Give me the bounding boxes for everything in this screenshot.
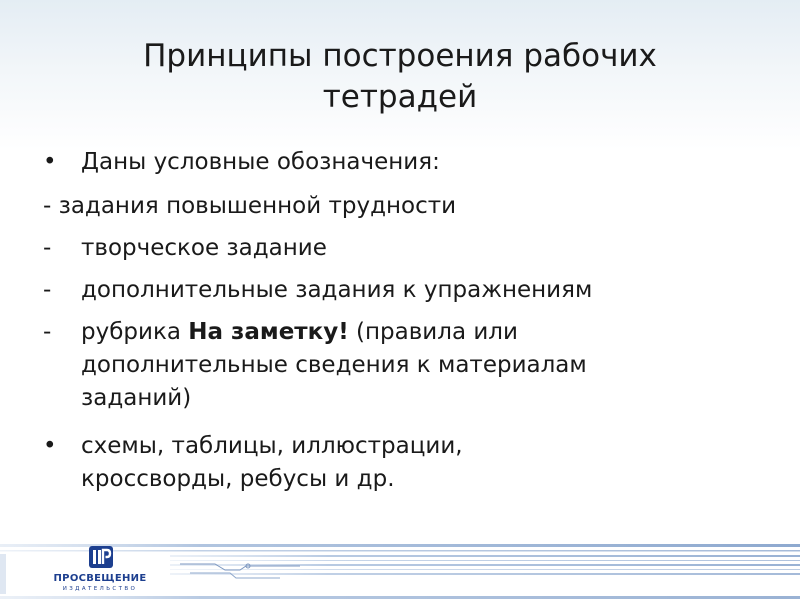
dash-marker: - bbox=[43, 235, 52, 261]
list-item-text: - задания повышенной трудности bbox=[43, 193, 457, 219]
list-item-text bbox=[81, 316, 781, 415]
publisher-logo bbox=[40, 545, 160, 597]
slide-title bbox=[40, 36, 760, 118]
rubric-name: На заметку! bbox=[188, 319, 349, 345]
rubric-line-3: заданий) bbox=[81, 385, 192, 411]
list-item-text: Даны условные обозначения: bbox=[81, 149, 440, 175]
rubric-suffix: (правила или bbox=[348, 319, 518, 345]
publisher-emblem-icon bbox=[88, 545, 114, 569]
dash-marker: - bbox=[43, 319, 52, 345]
list-item-text: дополнительные задания к упражнениям bbox=[81, 277, 593, 303]
list-item-line-2: кроссворды, ребусы и др. bbox=[81, 466, 395, 492]
list-item-text bbox=[81, 430, 781, 496]
title-line-2: тетрадей bbox=[322, 79, 478, 115]
list-item-text: творческое задание bbox=[81, 235, 327, 261]
publisher-subtitle: ИЗДАТЕЛЬСТВО bbox=[62, 586, 138, 592]
bullet-marker: • bbox=[43, 149, 57, 175]
publisher-name: ПРОСВЕЩЕНИЕ bbox=[53, 573, 147, 584]
rubric-prefix: рубрика bbox=[81, 319, 189, 345]
rubric-line-2: дополнительные сведения к материалам bbox=[81, 352, 587, 378]
list-item-line-1: схемы, таблицы, иллюстрации, bbox=[81, 433, 463, 459]
title-line-1: Принципы построения рабочих bbox=[143, 38, 657, 74]
dash-marker: - bbox=[43, 277, 52, 303]
bullet-marker: • bbox=[43, 433, 57, 459]
